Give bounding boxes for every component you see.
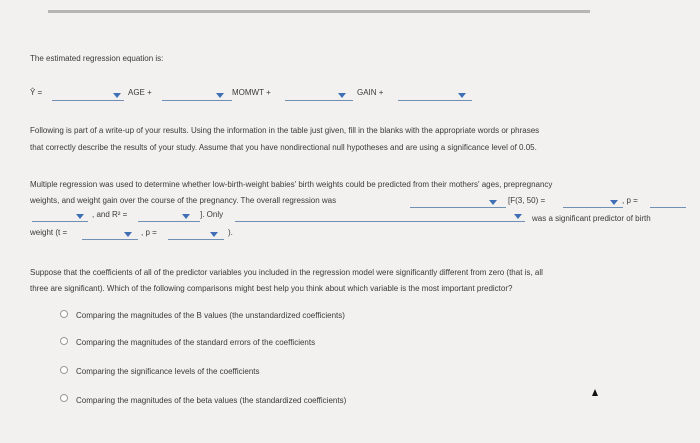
question-line-1: Suppose that the coefficients of all of the predictor variables you included in the regression model were significantly different from zero (that is, all xyxy=(30,268,543,277)
option-3-radio[interactable] xyxy=(60,366,68,374)
writeup-line-1: Multiple regression was used to determine whether low-birth-weight babies' birth weights could be predicted from their mothers' ages, prepregnancy xyxy=(30,180,553,189)
option-4-radio[interactable] xyxy=(60,394,68,402)
weight-t-label: weight (t = xyxy=(30,228,68,237)
question-line-2: three are significant). Which of the following comparisons might best help you think about which variable is the most important predictor? xyxy=(30,284,513,293)
p-label-1: , p = xyxy=(622,196,638,205)
option-2-radio[interactable] xyxy=(60,337,68,345)
p-label-2: , p = xyxy=(141,228,157,237)
close-paren-label: ). xyxy=(228,228,233,237)
chevron-down-icon[interactable] xyxy=(514,214,522,219)
chevron-down-icon[interactable] xyxy=(113,93,121,98)
chevron-down-icon[interactable] xyxy=(210,232,218,237)
only-label: ]. Only xyxy=(200,210,224,219)
chevron-down-icon[interactable] xyxy=(124,232,132,237)
option-3-label[interactable]: Comparing the significance levels of the coefficients xyxy=(76,367,260,376)
option-1-label[interactable]: Comparing the magnitudes of the B values (the unstandardized coefficients) xyxy=(76,311,345,320)
top-divider xyxy=(48,10,590,13)
gain-label: GAIN + xyxy=(357,88,384,97)
r-squared-dropdown[interactable] xyxy=(138,212,200,222)
age-label: AGE + xyxy=(128,88,152,97)
intro-text: The estimated regression equation is: xyxy=(30,54,164,63)
chevron-down-icon[interactable] xyxy=(458,93,466,98)
momwt-label: MOMWT + xyxy=(232,88,271,97)
predictor-dropdown[interactable] xyxy=(235,212,525,222)
option-1-radio[interactable] xyxy=(60,310,68,318)
writeup-line-2: weights, and weight gain over the course of the pregnancy. The overall regression was xyxy=(30,196,337,205)
instructions-line-1: Following is part of a write-up of your results. Using the information in the table just given, fill in the blanks with the appropriate words or phrases xyxy=(30,126,540,135)
option-2-label[interactable]: Comparing the magnitudes of the standard errors of the coefficients xyxy=(76,338,316,347)
chevron-down-icon[interactable] xyxy=(216,93,224,98)
r-squared-label: , and R² = xyxy=(92,210,128,219)
chevron-down-icon[interactable] xyxy=(610,200,618,205)
p-value-dropdown-1[interactable] xyxy=(650,198,686,208)
option-4-label[interactable]: Comparing the magnitudes of the beta values (the standardized coefficients) xyxy=(76,396,347,405)
chevron-down-icon[interactable] xyxy=(182,214,190,219)
instructions-line-2: that correctly describe the results of your study. Assume that you have nondirectional null hypotheses and are using a significance level of 0.05. xyxy=(30,143,537,152)
significant-predictor-text: was a significant predictor of birth xyxy=(532,214,651,223)
y-hat-label: Ŷ = xyxy=(30,88,43,97)
f-stat-label: [F(3, 50) = xyxy=(508,196,546,205)
chevron-down-icon[interactable] xyxy=(338,93,346,98)
chevron-down-icon[interactable] xyxy=(76,214,84,219)
mouse-cursor-icon xyxy=(592,389,598,396)
chevron-down-icon[interactable] xyxy=(489,200,497,205)
